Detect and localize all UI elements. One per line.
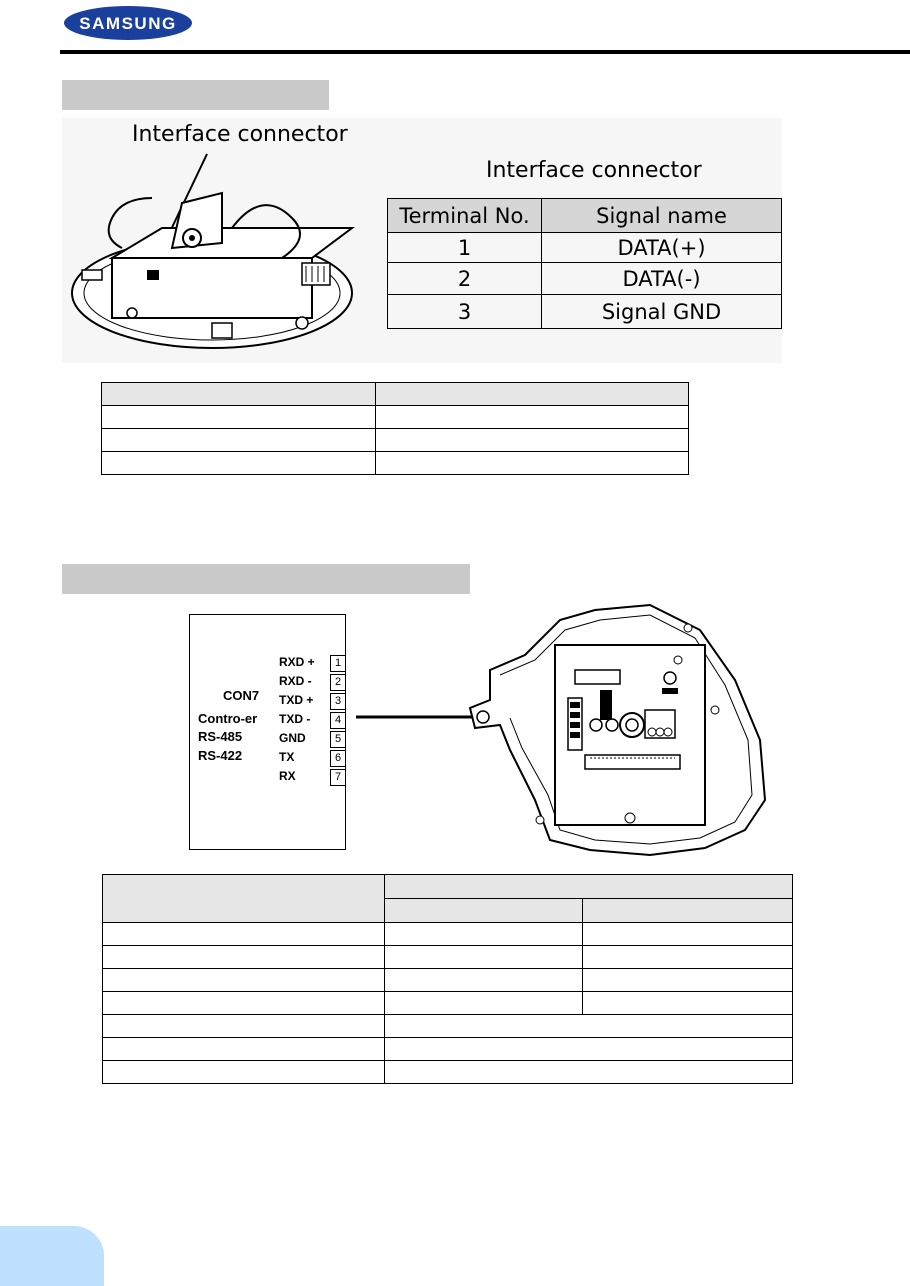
- connector-table: [387, 198, 782, 329]
- table-cell: [102, 406, 376, 429]
- table-cell: [376, 429, 689, 452]
- pin-label: TXD -: [279, 712, 311, 726]
- pin-number: 7: [330, 769, 346, 786]
- table-cell: [102, 429, 376, 452]
- col-signal-name: Signal name: [542, 199, 782, 233]
- table-cell: [385, 923, 583, 946]
- section-bar-2: [62, 564, 470, 594]
- table-cell: [583, 992, 793, 1015]
- table-cell: [103, 1038, 385, 1061]
- table-cell: [385, 1038, 793, 1061]
- pin-number: 6: [330, 750, 346, 767]
- callout-label: Interface connector: [132, 122, 348, 147]
- signal-cell: DATA(+): [542, 233, 782, 263]
- protocol-rs422: RS-422: [198, 748, 243, 763]
- spec-table-1: [101, 382, 689, 475]
- table-cell: [385, 875, 793, 899]
- pin-number: 4: [330, 712, 346, 729]
- figure-interface-connector: [62, 118, 782, 363]
- table-cell: [385, 1061, 793, 1084]
- section-bar-1: [62, 80, 329, 110]
- terminal-cell: 3: [388, 295, 542, 329]
- pin-list: [279, 655, 349, 790]
- controller-name: CON7: [223, 688, 260, 703]
- pin-label: RX: [279, 769, 296, 783]
- signal-cell: Signal GND: [542, 295, 782, 329]
- controller-label: Contro-er: [198, 711, 258, 726]
- pin-number: 1: [330, 655, 346, 672]
- pin-label: RXD +: [279, 655, 315, 669]
- table-cell: [103, 875, 385, 923]
- pin-number: 2: [330, 674, 346, 691]
- table-cell: [583, 899, 793, 923]
- connector-table-title: Interface connector: [486, 158, 702, 183]
- col-terminal-no: Terminal No.: [388, 199, 542, 233]
- table-cell: [103, 969, 385, 992]
- pin-label: TX: [279, 750, 295, 764]
- protocol-rs485: RS-485: [198, 729, 243, 744]
- table-cell: [376, 406, 689, 429]
- pin-label: TXD +: [279, 693, 314, 707]
- camera-board-drawing: [350, 600, 780, 860]
- table-cell: [583, 923, 793, 946]
- table-cell: [103, 1015, 385, 1038]
- table-cell: [583, 946, 793, 969]
- table-cell: [385, 992, 583, 1015]
- terminal-cell: 1: [388, 233, 542, 263]
- terminal-cell: 2: [388, 263, 542, 295]
- pin-number: 5: [330, 731, 346, 748]
- page-number-tab: [0, 1226, 104, 1286]
- table-cell: [376, 383, 689, 406]
- table-cell: [103, 946, 385, 969]
- logo-text: SAMSUNG: [79, 14, 177, 33]
- table-cell: [385, 969, 583, 992]
- table-cell: [385, 1015, 793, 1038]
- spec-table-2: [102, 874, 793, 1084]
- table-cell: [583, 969, 793, 992]
- pin-number: 3: [330, 693, 346, 710]
- header-rule: [60, 50, 910, 54]
- table-cell: [102, 452, 376, 475]
- pin-label: GND: [279, 731, 306, 745]
- table-cell: [103, 923, 385, 946]
- table-cell: [376, 452, 689, 475]
- signal-cell: DATA(-): [542, 263, 782, 295]
- table-cell: [385, 946, 583, 969]
- table-cell: [385, 899, 583, 923]
- samsung-logo: [62, 4, 194, 42]
- pin-label: RXD -: [279, 674, 312, 688]
- table-cell: [103, 992, 385, 1015]
- table-cell: [103, 1061, 385, 1084]
- camera-base-drawing: [62, 148, 362, 358]
- table-cell: [102, 383, 376, 406]
